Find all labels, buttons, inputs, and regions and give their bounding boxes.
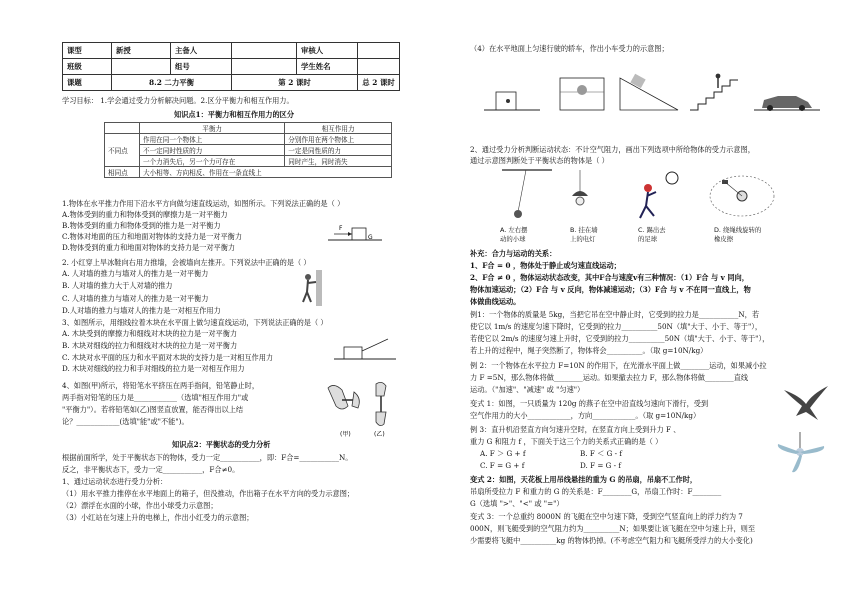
label-yi: (乙) (374, 431, 385, 438)
cmp-diff: 不同点 (105, 134, 140, 167)
cmp-cell: 不一定同时性质的力 (140, 145, 285, 156)
hdr-cell: 课题 (63, 75, 112, 91)
hdr-cell (358, 43, 400, 59)
example1-line: 若使它以 2m/s 的速度匀速上升时，它受到的拉力__________50N（填"大于、小于、等于"）， (470, 334, 770, 343)
hdr-cell: 班级 (63, 59, 112, 75)
hdr-cell: 总 2 课时 (358, 75, 400, 91)
q2-option: C. 人对墙的推力与墙对人的推力是一对平衡力 (62, 294, 209, 303)
kp2-item: （2）漂浮在水面的小球，作出小球受力示意图； (62, 501, 218, 510)
r-q4: （4）在水平地面上匀速行驶的轿车，作出小车受力的示意图； (470, 44, 669, 53)
comparison-table (104, 122, 392, 178)
option-B: B. 挂在墙 上的电灯 (570, 226, 598, 243)
q3-option: B. 木块对细线的拉力和细线对木块的拉力是一对平衡力 (62, 341, 238, 350)
kp2-line: 反之，非平衡状态下，受力一定___________，F合≠0。 (62, 465, 240, 474)
variant3-line: 000N，则飞艇受到的空气阻力约为__________N；如果要让该飞艇在空中匀速上升，则至 (470, 524, 756, 533)
cmp-cell: 同时产生，同时消失 (285, 156, 392, 167)
q3-option: C. 木块对水平面的压力和水平面对木块的支持力是一对相互作用力 (62, 353, 274, 362)
hdr-cell: 8.2 二力平衡 (112, 75, 232, 91)
example1-line: 若上升的过程中，绳子突然断了，物体将会__________。（取 g=10N/kg） (470, 346, 708, 355)
label-G: G (368, 234, 373, 241)
ex3-option-C: C. F = G + f (480, 461, 525, 470)
variant2-line: 吊扇所受拉力 F 和重力的 G 的关系是：F________G，吊扇工作时：F________ (470, 487, 722, 496)
q1-option: B.物体受到的重力和物体受到的推力是一对平衡力 (62, 221, 221, 230)
kp2-item: （3）小红站在匀速上升的电梯上，作出小红受力的示意图； (62, 513, 254, 522)
q4-stem: 4、如图(甲)所示，将铅笔水平挤压在两手指间，铅笔静止时， (62, 381, 260, 390)
hdr-cell: 审核人 (297, 43, 358, 59)
force-scenes-figure (482, 58, 822, 114)
example2-line: 力 F =5N，那么物体将做________运动。如果撤去拉力 F，那么物体将做________直线 (470, 373, 749, 382)
cmp-same: 相同点 (105, 167, 140, 178)
ex3-option-A: A. F ＞ G + f (480, 449, 526, 458)
hdr-cell: 组号 (171, 59, 232, 75)
kp2-title: 知识点2：平衡状态的受力分析 (172, 440, 271, 449)
example3-line: 重力 G 和阻力 f ，下面关于这三个力的关系式正确的是（ ） (470, 437, 663, 446)
q2-stem: 2. 小红穿上旱冰鞋向右用力推墙，会被墙向左推开。下列说法中正确的是（ ） (62, 258, 311, 267)
example3-line: 例 3：直升机沿竖直方向匀速升空时，在竖直方向上受到升力 F 、 (470, 425, 681, 434)
variant3-line: 少需要将飞艇中__________kg 的物体扔掉。(不考虑空气阻力和飞艇所受浮力的大小变化) (470, 536, 753, 545)
header-table (62, 42, 400, 91)
example1-line: 使它以 1m/s 的速度匀速下降时，它受到的拉力__________50N（填"大于、小于、等于"）， (470, 322, 763, 331)
cmp-head: 平衡力 (140, 123, 285, 134)
r-q2-stem: 2、通过受力分析判断运动状态：不计空气阻力，画出下列选项中所给物体的受力示意图， (470, 145, 755, 154)
q4-line: 论？____________(选填"能"或"不能")。 (62, 417, 189, 426)
pencil-figure (324, 378, 404, 438)
q1-option: C.物体对地面的压力和地面对物体的支持力是一对平衡力 (62, 232, 243, 241)
cmp-cell: 分别作用在两个物体上 (285, 134, 392, 145)
r-q2-stem: 通过示意图判断处于平衡状态的物体是（ ） (470, 156, 609, 165)
kp2-line: 根据前面所学，处于平衡状态下的物体，受力一定___________，即：F合=___________N。 (62, 453, 353, 462)
hdr-cell: 课型 (63, 43, 112, 59)
variant1-line: 变式 1：如图，一只质量为 120g 的燕子在空中沿直线匀速向下滑行，受到 (470, 399, 709, 408)
kp2-item: （1）用水平推力推停在水平地面上的箱子，但没推动，作出箱子在水平方向的受力示意图； (62, 489, 355, 498)
q4-line: "平衡力"）。若将铅笔如(乙)图竖直放置，能否得出以上结 (62, 405, 244, 414)
q1-option: A.物体受到的重力和物体受到的摩擦力是一对平衡力 (62, 210, 228, 219)
q1-option: D.物体受到的重力和地面对物体的支持力是一对平衡力 (62, 243, 236, 252)
q2-option: A. 人对墙的推力与墙对人的推力是一对平衡力 (62, 269, 209, 278)
cmp-cell: 作用在同一个物体上 (140, 134, 285, 145)
variant2-line: 变式 2：如图，天花板上用吊线悬挂的重为 G 的吊扇，吊扇不工作时， (470, 475, 698, 484)
q2-option: D.人对墙的推力与墙对人的推力是一对相互作用力 (62, 306, 221, 315)
variant3-line: 变式 3：一个总重约 8000N 的飞艇在空中匀速下降，受到空气竖直向上的浮力约为 7 (470, 512, 743, 521)
variant1-line: 空气作用力的大小____________，方向____________。（取 g=10N/kg） (470, 411, 701, 420)
hdr-cell (112, 59, 171, 75)
hdr-cell (232, 43, 297, 59)
hdr-cell (232, 59, 297, 75)
supplement-line: 1、F合 = 0 ，物体处于静止或匀速直线运动； (470, 261, 621, 270)
example2-line: 运动。（"加速"、"减速" 或 "匀速"） (470, 385, 585, 394)
hdr-cell: 第 2 课时 (232, 75, 358, 91)
q4-line: 两手指对铅笔的压力是____________（选填"相互作用力"或 (62, 393, 249, 402)
hdr-cell: 新授 (112, 43, 171, 59)
q3-stem: 3、如图所示，用细线拉着木块在水平面上做匀速直线运动，下列说法正确的是（ ） (62, 318, 328, 327)
ex3-option-D: D. F = G - f (580, 461, 622, 470)
cmp-cell: 大小相等、方向相反、作用在一条直线上 (140, 167, 392, 178)
supplement-line: 物体加速运动；（2）F合 与 v 反向，物体减速运动；（3）F合 与 v 不在同一直线上，物 (470, 285, 751, 294)
label-jia: (甲) (340, 431, 351, 438)
kp1-title: 知识点1：平衡力和相互作用力的区分 (174, 110, 295, 119)
motion-options-figure (496, 168, 786, 234)
option-D: D. 绕绳线旋转的 橡皮擦 (714, 226, 762, 243)
q1-figure (324, 218, 384, 242)
supplement-line: 体做曲线运动。 (470, 297, 521, 306)
variant2-line: G（选填 ">"、"<" 或 "="） (470, 499, 564, 508)
swallow-figure (782, 382, 830, 422)
skater-figure (298, 270, 324, 306)
example2-line: 例 2：一个物体在水平拉力 F=10N 的作用下，在光滑水平面上做________运动，如果减小拉 (470, 361, 767, 370)
option-A: A. 左右摆 动的小球 (500, 226, 528, 243)
example1-line: 例1：一个物体的质量是 5kg，当把它吊在空中静止时，它受到的拉力是___________N，若 (470, 310, 760, 319)
kp2-line: 1、通过运动状态进行受力分析： (62, 477, 168, 486)
q3-option: A. 木块受到的摩擦力和细线对木块的拉力是一对平衡力 (62, 329, 238, 338)
supplement-line: 2、F合 ≠ 0 ，物体运动状态改变，其中F合与速度v有三种情况：（1）F合 与 v 同向， (470, 273, 749, 282)
q3-option: D. 木块对细线的拉力和手对细线的拉力是一对相互作用力 (62, 364, 245, 373)
cmp-cell: 一定是同性质的力 (285, 145, 392, 156)
cmp-head: 相互作用力 (285, 123, 392, 134)
ceiling-fan-figure (770, 432, 830, 476)
learning-goals: 学习目标： 1.学会通过受力分析解决问题。2.区分平衡力和相互作用力。 (62, 96, 294, 105)
cmp-cell: 一个力消失后，另一个力可存在 (140, 156, 285, 167)
hdr-cell: 学生姓名 (297, 59, 358, 75)
q1-stem: 1.物体在水平推力作用下沿水平方向做匀速直线运动，如图所示。下列说法正确的是（ ） (62, 199, 345, 208)
label-F: F (339, 225, 343, 232)
supplement-title: 补充：合力与运动的关系： (470, 249, 557, 258)
hdr-cell: 主备人 (171, 43, 232, 59)
ex3-option-B: B. F ＜ G - f (580, 449, 622, 458)
q3-figure (332, 333, 398, 361)
hdr-cell (358, 59, 400, 75)
q2-option: B. 人对墙的推力大于人对墙的推力 (62, 281, 173, 290)
option-C: C. 踢出去 的足球 (638, 226, 666, 243)
